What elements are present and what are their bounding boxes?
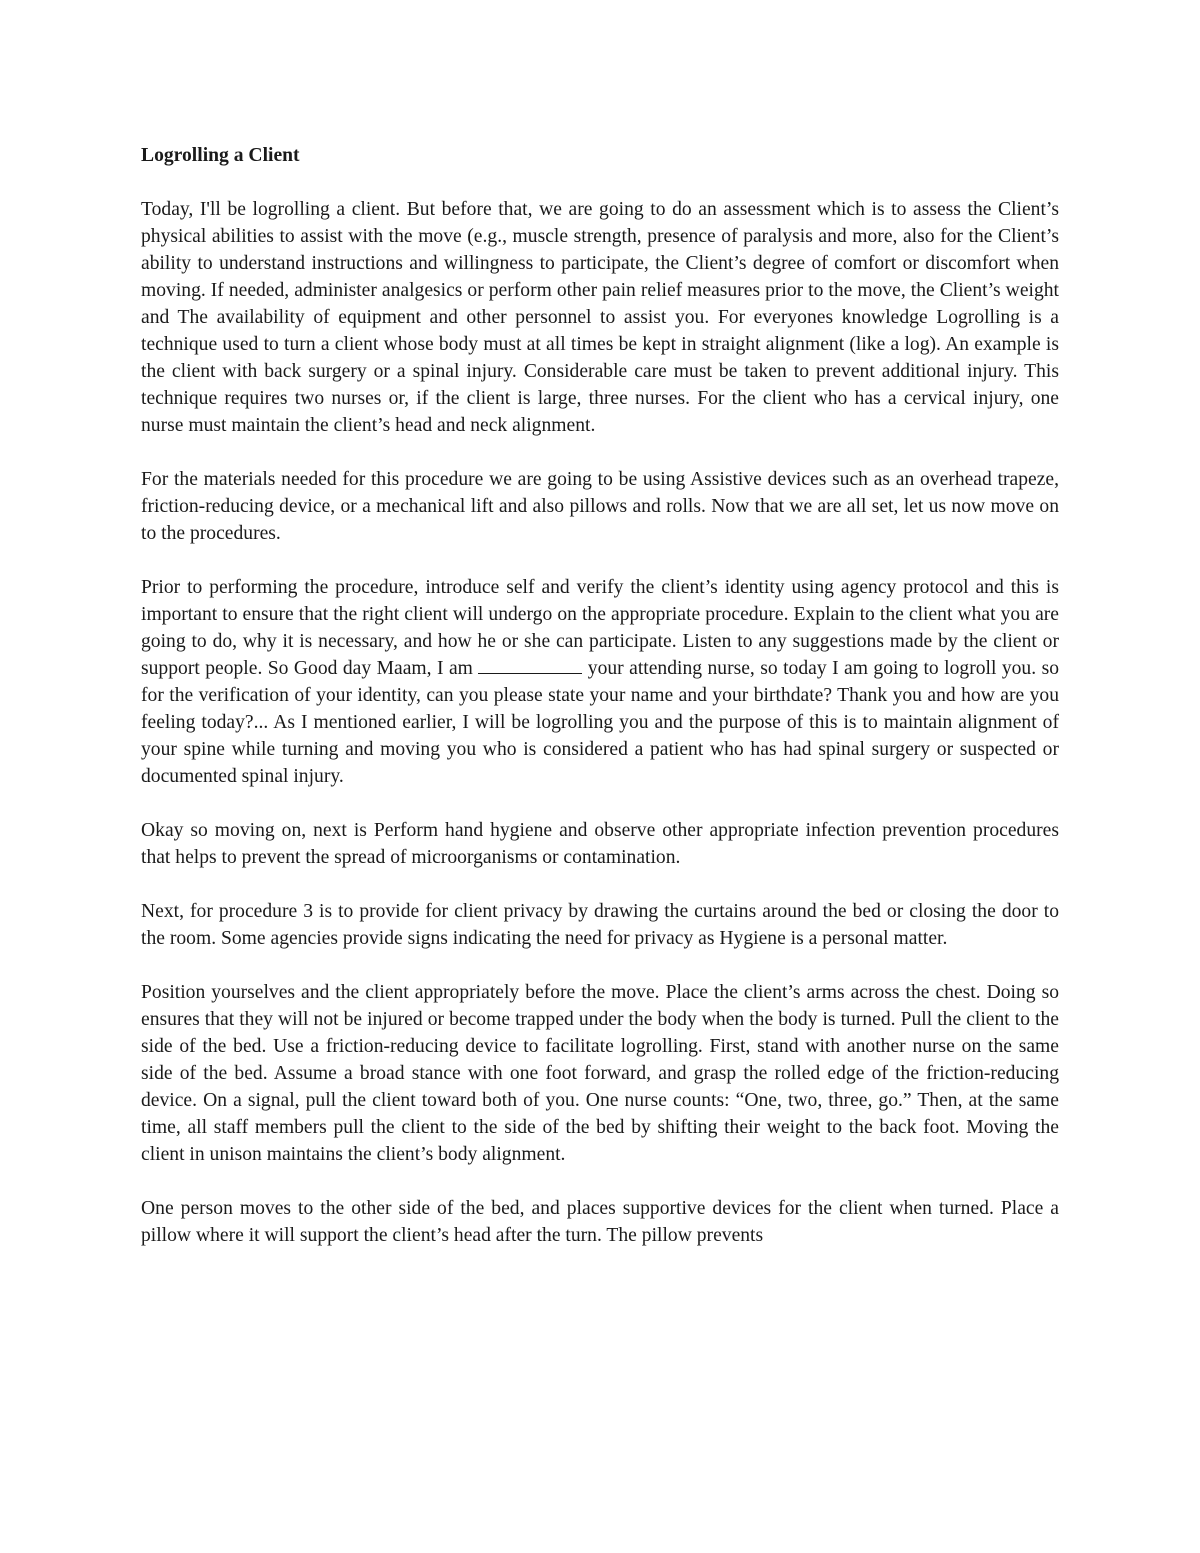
paragraph-assessment: Today, I'll be logrolling a client. But before that, we are going to do an assessment which is to assess the Client’s physical abilities to assist with the move (e.g., muscle strength, presence of paralysis and more, also for the Client’s ability to understand instructions and willingness to participate, the Client’s degree of comfort or discomfort when moving. If needed, administer analgesics or perform other pain relief measures prior to the move, the Client’s weight and The availability of equipment and other personnel to assist you. For everyones knowledge Logrolling is a technique used to turn a client whose body must at all times be kept in straight alignment (like a log). An example is the client with back surgery or a spinal injury. Considerable care must be taken to prevent additional injury. This technique requires two nurses or, if the client is large, three nurses. For the client who has a cervical injury, one nurse must maintain the client’s head and neck alignment.	[141, 199, 1059, 436]
paragraph-materials: For the materials needed for this procedure we are going to be using Assistive devices such as an overhead trapeze, friction-reducing device, or a mechanical lift and also pillows and rolls. Now that we are all set, let us now move on to the procedures.	[141, 469, 1059, 544]
document-title: Logrolling a Client	[141, 145, 300, 166]
document-body	[141, 142, 1059, 1249]
name-blank-line	[478, 655, 582, 674]
intro-text-after-blank: your attending nurse, so today I am going to logroll you. so for the verification of your identity, can you please state your name and your birthdate? Thank you and how are you feeling today?... As I mentioned earlier, I will be logrolling you and the purpose of this is to maintain alignment of your spine while turning and moving you who is considered a patient who has had spinal surgery or suspected or documented spinal injury.	[141, 658, 1059, 787]
paragraph-hand-hygiene: Okay so moving on, next is Perform hand hygiene and observe other appropriate infection prevention procedures that helps to prevent the spread of microorganisms or contamination.	[141, 820, 1059, 868]
intro-text-before-blank: Prior to performing the procedure, introduce self and verify the client’s identity using agency protocol and this is important to ensure that the right client will undergo on the appropriate procedure. Explain to the client what you are going to do, why it is necessary, and how he or she can participate. Listen to any suggestions made by the client or support people. So Good day Maam, I am	[141, 577, 1059, 679]
paragraph-privacy: Next, for procedure 3 is to provide for client privacy by drawing the curtains around the bed or closing the door to the room. Some agencies provide signs indicating the need for privacy as Hygiene is a personal matter.	[141, 901, 1059, 949]
paragraph-supportive-devices: One person moves to the other side of the bed, and places supportive devices for the client when turned. Place a pillow where it will support the client’s head after the turn. The pillow prevents	[141, 1198, 1059, 1246]
paragraph-introduction	[141, 574, 1059, 790]
paragraph-positioning: Position yourselves and the client appropriately before the move. Place the client’s arms across the chest. Doing so ensures that they will not be injured or become trapped under the body when the body is turned. Pull the client to the side of the bed. Use a friction-reducing device to facilitate logrolling. First, stand with another nurse on the same side of the bed. Assume a broad stance with one foot forward, and grasp the rolled edge of the friction-reducing device. On a signal, pull the client toward both of you. One nurse counts: “One, two, three, go.” Then, at the same time, all staff members pull the client to the side of the bed by shifting their weight to the back foot. Moving the client in unison maintains the client’s body alignment.	[141, 982, 1059, 1165]
